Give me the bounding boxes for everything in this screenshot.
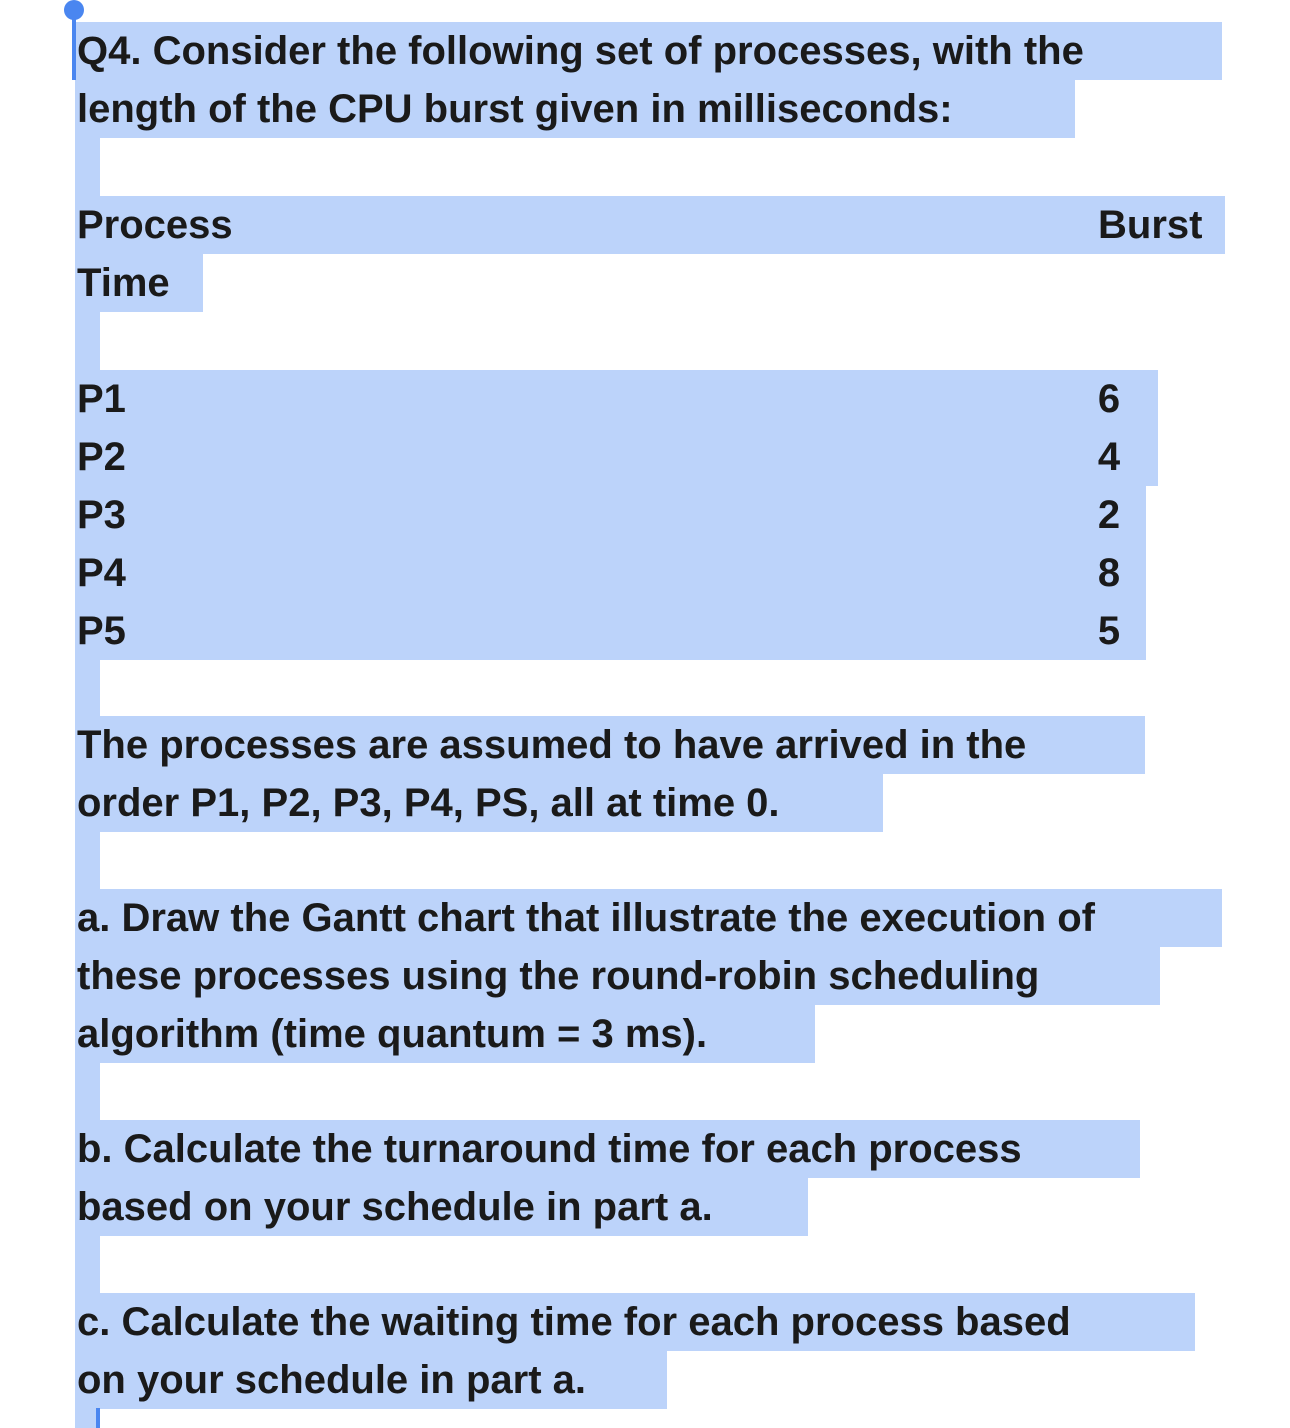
assumption-line-2: order P1, P2, P3, P4, PS, all at time 0. — [77, 781, 780, 825]
burst-value: 4 — [1097, 435, 1121, 479]
header-time: Time — [77, 261, 170, 305]
part-b-line-2: based on your schedule in part a. — [77, 1185, 713, 1229]
burst-value: 6 — [1097, 377, 1121, 421]
assumption-line-1: The processes are assumed to have arrived in the — [77, 723, 1027, 767]
header-burst: Burst — [1098, 203, 1203, 247]
header-process: Process — [77, 203, 233, 247]
process-name: P4 — [77, 551, 126, 595]
process-name: P2 — [77, 435, 126, 479]
burst-value: 8 — [1097, 551, 1121, 595]
selection-start-caret — [72, 14, 76, 80]
part-a-line-3: algorithm (time quantum = 3 ms). — [77, 1012, 708, 1056]
burst-value: 2 — [1097, 493, 1121, 537]
part-c-line-1: c. Calculate the waiting time for each process based — [77, 1300, 1071, 1344]
part-b-line-1: b. Calculate the turnaround time for each process — [77, 1127, 1022, 1171]
selection-end-caret[interactable] — [96, 1408, 100, 1428]
question-line-1: Q4. Consider the following set of processes, with the — [77, 29, 1084, 73]
process-name: P3 — [77, 493, 126, 537]
question-line-2: length of the CPU burst given in milliseconds: — [77, 87, 953, 131]
process-name: P1 — [77, 377, 126, 421]
part-a-line-2: these processes using the round-robin scheduling — [77, 954, 1040, 998]
part-a-line-1: a. Draw the Gantt chart that illustrate the execution of — [77, 896, 1095, 940]
part-c-line-2: on your schedule in part a. — [77, 1358, 586, 1402]
burst-value: 5 — [1097, 609, 1121, 653]
process-name: P5 — [77, 609, 126, 653]
